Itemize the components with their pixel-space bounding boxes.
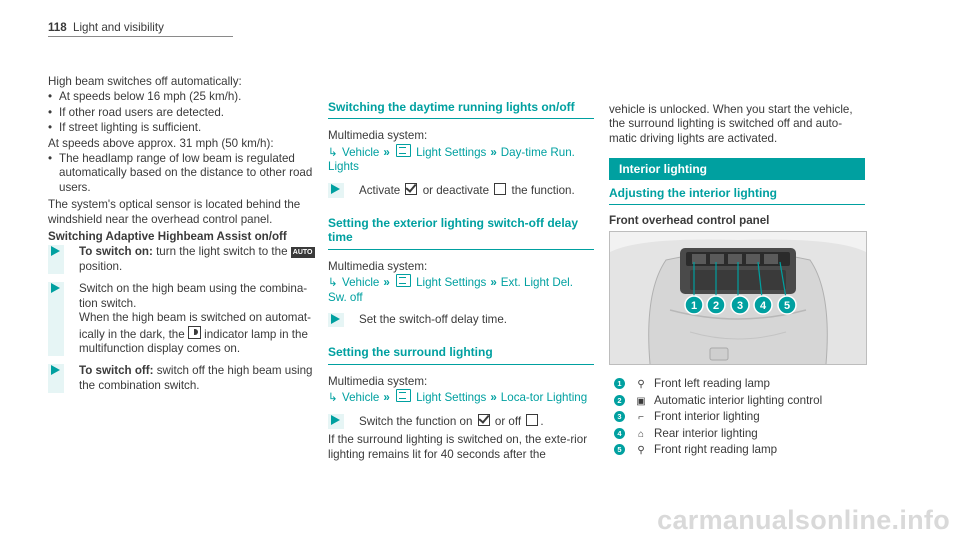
heading-rule [328,249,594,250]
list-item: • The headlamp range of low beam is regulated automatically based on the distance to other road users. [48,152,320,195]
legend-item: 5 ⚲ Front right reading lamp [614,443,864,460]
auto-icon: AUTO [292,249,313,257]
legend-number: 2 [614,395,625,406]
step-label: To switch off: [79,364,154,378]
list-item: • If street lighting is sufficient. [48,121,320,135]
reading-lamp-icon: ⚲ [637,445,645,456]
legend-number: 1 [614,378,625,389]
auto-light-icon: ▣ [636,395,646,407]
legend-number: 4 [614,428,625,439]
step-arrow-icon [51,246,60,256]
svg-text:3: 3 [736,300,744,312]
heading-daytime: Switching the daytime running lights on/off [328,100,575,114]
heading-exterior: Setting the exterior lighting switch-off delay time [328,216,579,245]
ms-label: Multimedia system: [328,259,428,273]
step-high-beam: Switch on the high beam using the combina-tion switch. When the high beam is switched on automat-ically in the dark, the indicator lamp in the multifunction display comes on. [48,282,320,356]
column-right [609,103,865,228]
overhead-panel-illustration [610,232,866,364]
rear-interior-icon: ⌂ [637,428,645,440]
checkbox-empty-icon [494,183,506,195]
path-hook-icon: ↳ [328,391,338,405]
figure-callout [707,296,725,314]
svg-text:2: 2 [712,300,720,312]
heading-rule [328,364,594,365]
heading-front-panel: Front overhead control panel [609,213,770,227]
surround-text: If the surround lighting is switched on, the exte-rior lighting remains lit for 40 seconds after the [328,433,588,461]
section-heading: Switching Adaptive Highbeam Assist on/off [48,230,287,244]
chevron-icon: » [383,391,390,405]
sensor-text: The system's optical sensor is located behind the windshield near the overhead control panel. [48,198,301,226]
figure-callout [731,296,749,314]
checkbox-empty-icon [526,414,538,426]
chevron-icon: » [490,276,497,290]
legend-item: 4 ⌂ Rear interior lighting [614,427,864,444]
column-middle [328,100,594,462]
speed-text: At speeds above approx. 31 mph (50 km/h): [48,136,274,150]
legend-item: 3 ⌐ Front interior lighting [614,410,864,427]
step-label: To switch on: [79,245,153,259]
chevron-icon: » [383,145,390,159]
step-arrow-icon [331,184,340,194]
figure-legend [614,377,864,460]
light-settings-icon [396,274,411,287]
light-settings-icon [396,389,411,402]
figure-callout [685,296,703,314]
overhead-panel-figure [609,231,867,365]
continued-text: vehicle is unlocked. When you start the vehicle, the surround lighting is switched off and auto-matic driving lights are activated. [609,103,853,145]
chevron-icon: » [490,145,497,159]
section-banner: Interior lighting [609,158,865,180]
figure-callout [754,296,772,314]
header-rule [48,36,233,37]
path-hook-icon: ↳ [328,276,338,290]
svg-text:1: 1 [690,300,698,312]
legend-item: 1 ⚲ Front left reading lamp [614,377,864,394]
path-hook-icon: ↳ [328,145,338,159]
heading-rule [609,204,865,205]
heading-adjust: Adjusting the interior lighting [609,186,777,201]
figure-callout [778,296,796,314]
reading-lamp-icon: ⚲ [637,379,645,390]
step-arrow-icon [51,365,60,375]
checkbox-checked-icon [405,183,417,195]
step-arrow-icon [331,415,340,425]
watermark: carmanualsonline.info [657,504,950,535]
checkbox-checked-icon [478,414,490,426]
chevron-icon: » [383,276,390,290]
legend-number: 3 [614,411,625,422]
legend-item: 2 ▣ Automatic interior lighting control [614,394,864,411]
step-surround: Switch the function on or off . [328,414,594,429]
heading-surround: Setting the surround lighting [328,345,493,360]
list-item: • At speeds below 16 mph (25 km/h). [48,90,320,104]
ms-label: Multimedia system: [328,374,428,388]
menu-path: ↳ Vehicle » Light Settings » Ext. Light Del. Sw. off [328,276,573,304]
column-left [48,75,320,393]
page-number: 118 [48,21,67,34]
auto-off-list [48,90,320,135]
menu-path: ↳ Vehicle » Light Settings » Day-time Run. Lights [328,145,575,174]
legend-number: 5 [614,444,625,455]
step-arrow-icon [51,283,60,293]
step-exterior: Set the switch-off delay time. [328,313,594,327]
intro-text: High beam switches off automatically: [48,75,242,88]
section-title: Light and visibility [73,21,164,34]
step-switch-on: To switch on: turn the light switch to the AUTO position. [48,245,320,274]
step-switch-off: To switch off: switch off the high beam using the combination switch. [48,364,320,393]
high-beam-indicator-icon [188,326,201,339]
step-arrow-icon [331,314,340,324]
ms-label: Multimedia system: [328,129,428,143]
front-interior-icon: ⌐ [638,412,644,423]
light-settings-icon [396,144,411,157]
menu-path: ↳ Vehicle » Light Settings » Loca-tor Lighting [328,391,588,405]
list-item: • If other road users are detected. [48,106,320,120]
heading-rule [328,118,594,119]
step-daytime: Activate or deactivate the function. [328,183,594,198]
svg-text:4: 4 [759,300,767,312]
svg-text:5: 5 [783,300,791,312]
chevron-icon: » [490,391,497,405]
